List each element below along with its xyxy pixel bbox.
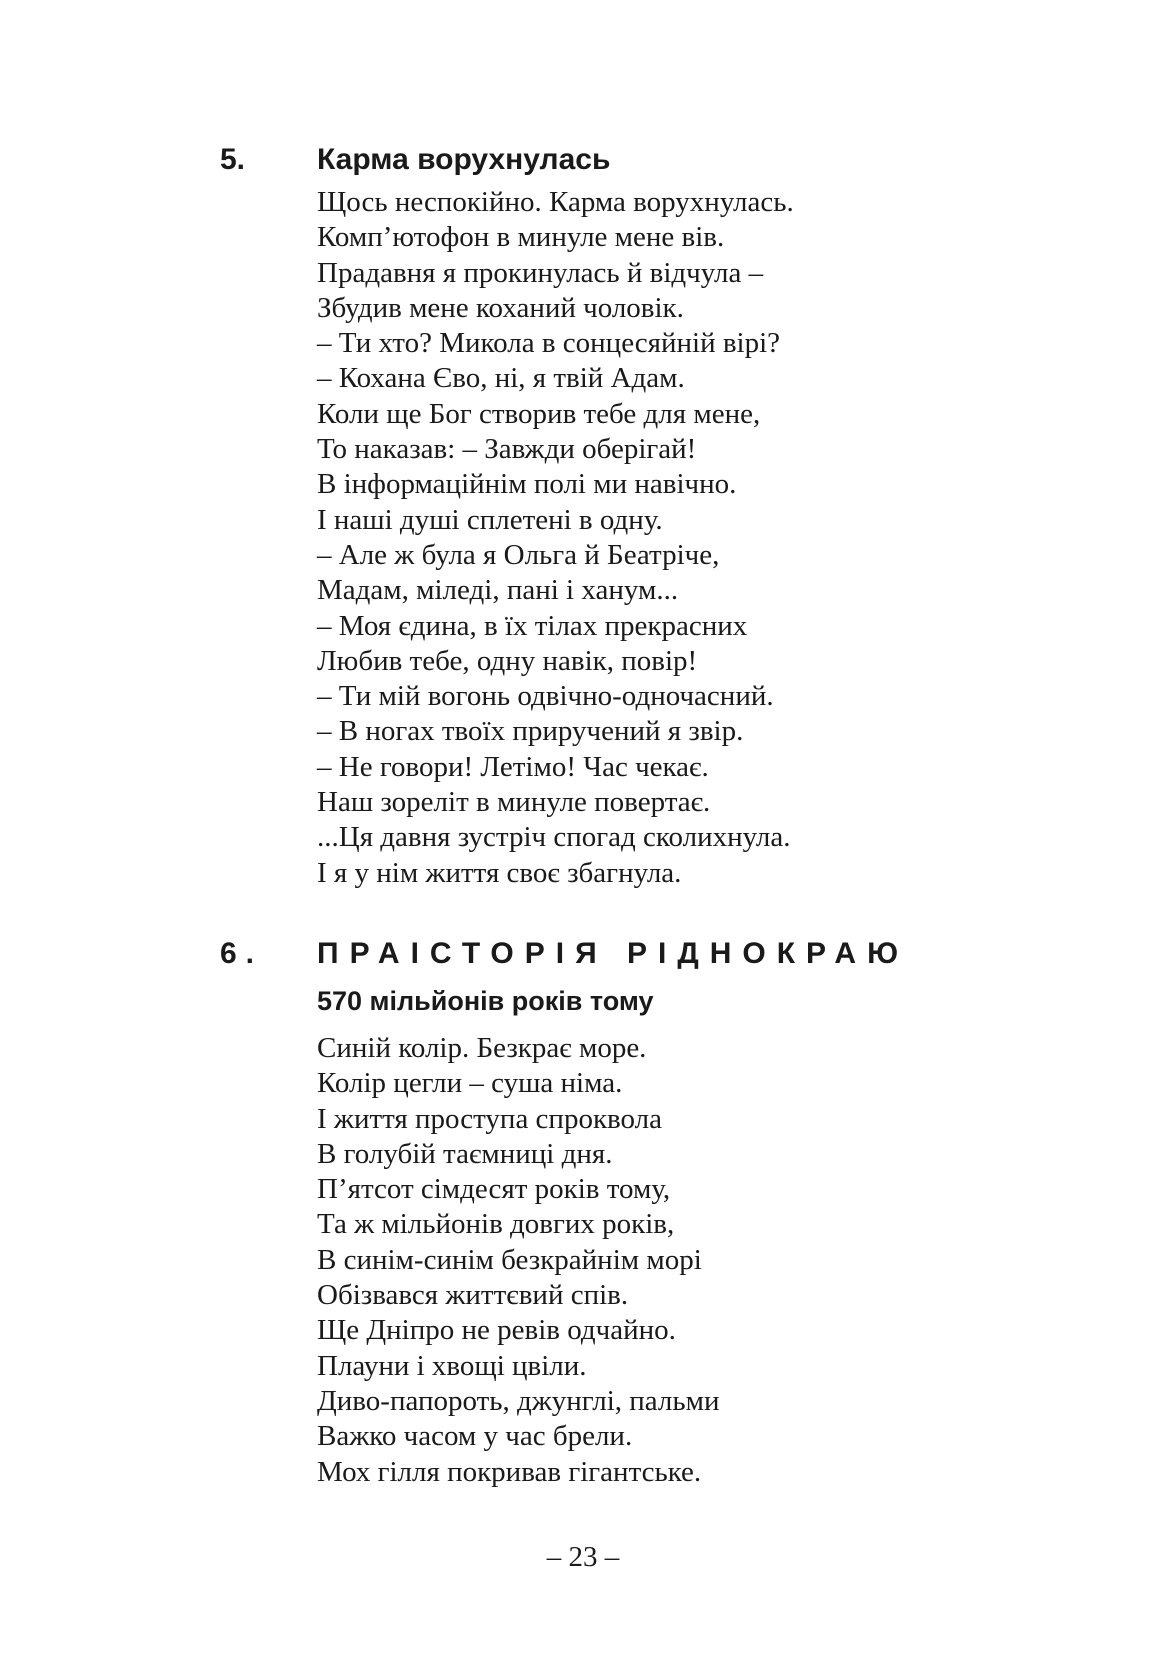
- poem-line: – Кохана Єво, ні, я твій Адам.: [317, 362, 685, 395]
- section-title: Карма ворухнулась: [317, 143, 611, 176]
- poem-line: В синім-синім безкрайнім морі: [317, 1243, 702, 1276]
- poem-line: Важко часом у час брели.: [317, 1420, 633, 1453]
- poem-line: – Не говори! Летімо! Час чекає.: [317, 750, 709, 783]
- poem-line: І я у нім життя своє збагнула.: [317, 856, 682, 889]
- poem-line: Наш зореліт в минуле повертає.: [317, 786, 711, 819]
- poem-line: І життя проступа спроквола: [317, 1102, 662, 1135]
- poem-line: Прадавня я прокинулась й відчула –: [317, 256, 764, 289]
- poem-line: Синій колір. Безкрає море.: [317, 1032, 647, 1064]
- poem-line: Комп’ютофон в минуле мене вів.: [317, 221, 725, 254]
- poem-line: Плауни і хвощі цвіли.: [317, 1349, 587, 1382]
- poem-line: – Моя єдина, в їх тілах прекрасних: [317, 609, 748, 642]
- poem-line: ...Ця давня зустріч спогад сколихнула.: [317, 821, 791, 854]
- section-subtitle: 570 мільйонів років тому: [317, 986, 654, 1016]
- section-number: 6.: [220, 937, 264, 970]
- poem-line: В інформаційнім полі ми навічно.: [317, 468, 737, 501]
- poem-line: В голубій таємниці дня.: [317, 1137, 613, 1170]
- poem-line: Обізвався життєвий спів.: [317, 1279, 629, 1312]
- poem-lines: [317, 1031, 719, 1490]
- poem-line: Збудив мене коханий чоловік.: [317, 291, 684, 324]
- poem-line: І наші душі сплетені в одну.: [317, 503, 663, 536]
- poem-line: Та ж мільйонів довгих років,: [317, 1208, 675, 1241]
- poem-lines: [317, 185, 794, 891]
- poem-line: Мох гілля покривав гігантське.: [317, 1455, 702, 1488]
- section-number: 5.: [220, 143, 246, 176]
- poem-line: То наказав: – Завжди оберігай!: [317, 433, 697, 466]
- poem-line: Диво-папороть, джунглі, пальми: [317, 1384, 720, 1417]
- poem-line: Ще Дніпро не ревів одчайно.: [317, 1314, 676, 1347]
- section-title: ПРАІСТОРІЯ РІДНОКРАЮ: [317, 937, 910, 970]
- poem-line: Колір цегли – суша німа.: [317, 1067, 623, 1100]
- poem-line: П’ятсот сімдесят років тому,: [317, 1173, 671, 1206]
- poem-line: – Ти мій вогонь одвічно-одночасний.: [317, 680, 774, 713]
- poem-line: – Ти хто? Микола в сонцесяйній вірі?: [317, 327, 781, 360]
- poem-line: Любив тебе, одну навік, повір!: [317, 644, 698, 677]
- poem-line: Коли ще Бог створив тебе для мене,: [317, 397, 761, 430]
- poem-line: Мадам, міледі, пані і ханум...: [317, 574, 679, 607]
- poem-line: – Але ж була я Ольга й Беатріче,: [317, 538, 720, 571]
- page-number: – 23 –: [546, 1541, 620, 1573]
- poem-line: – В ногах твоїх приручений я звір.: [317, 715, 744, 748]
- poem-line: Щось неспокійно. Карма ворухнулась.: [317, 186, 794, 218]
